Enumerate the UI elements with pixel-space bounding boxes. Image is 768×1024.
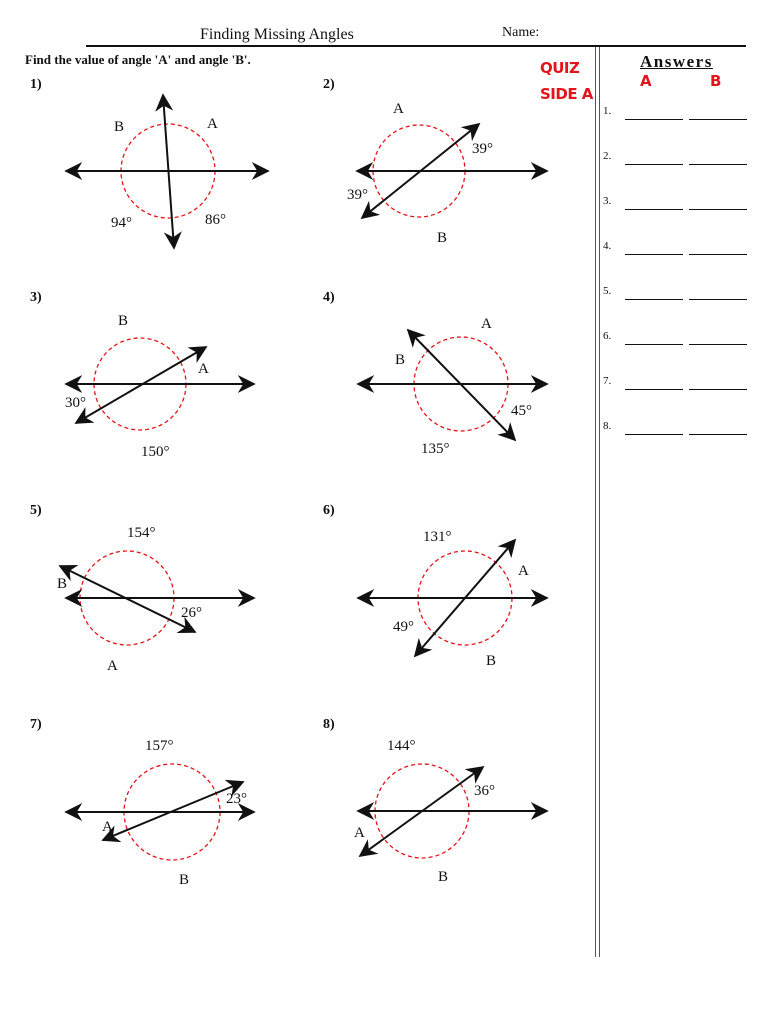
instructions: Find the value of angle 'A' and angle 'B'. <box>25 52 251 67</box>
answers-heading: Answers <box>640 52 713 71</box>
angle-label-a: A <box>393 101 404 117</box>
angle-label-a: A <box>207 116 218 132</box>
angle-label-a: A <box>102 819 113 835</box>
angle-label-b: B <box>179 872 190 888</box>
angle-label-given: 135° <box>421 441 450 457</box>
answer-row-number: 3. <box>603 195 612 207</box>
angle-label-b: B <box>486 653 497 669</box>
answer-col-b-label: B <box>710 72 722 90</box>
problem-number: 7) <box>30 717 42 732</box>
quiz-label: QUIZ <box>540 59 580 77</box>
angle-label-a: A <box>107 658 118 674</box>
angle-label-given: 30° <box>65 395 86 411</box>
answer-row-number: 8. <box>603 420 612 432</box>
problem-number: 1) <box>30 77 42 92</box>
answer-row-number: 4. <box>603 240 612 252</box>
angle-label-b: B <box>438 869 449 885</box>
angle-label-given: 86° <box>205 212 226 228</box>
answer-row-number: 2. <box>603 150 612 162</box>
angle-label-given: 154° <box>127 525 156 541</box>
side-label: SIDE A <box>540 85 593 103</box>
problem-number: 8) <box>323 717 335 732</box>
answer-col-a-label: A <box>640 72 652 90</box>
angle-label-given: 23° <box>226 791 247 807</box>
angle-label-given: 157° <box>145 738 174 754</box>
answer-row-number: 6. <box>603 330 612 342</box>
problem-number: 5) <box>30 503 42 518</box>
angle-label-given: 39° <box>347 187 368 203</box>
angle-label-given: 94° <box>111 215 132 231</box>
angle-label-b: B <box>57 576 68 592</box>
name-label: Name: <box>502 25 540 40</box>
angle-label-b: B <box>395 352 406 368</box>
angle-label-given: 39° <box>472 141 493 157</box>
angle-label-given: 45° <box>511 403 532 419</box>
angle-label-a: A <box>198 361 209 377</box>
angle-label-given: 150° <box>141 444 170 460</box>
problem-number: 6) <box>323 503 335 518</box>
angle-label-given: 49° <box>393 619 414 635</box>
angle-label-a: A <box>354 825 365 841</box>
angle-label-a: A <box>518 563 529 579</box>
angle-label-given: 144° <box>387 738 416 754</box>
angle-label-b: B <box>118 313 129 329</box>
angle-label-b: B <box>437 230 448 246</box>
answer-row-number: 7. <box>603 375 612 387</box>
problem-number: 4) <box>323 290 335 305</box>
angle-label-a: A <box>481 316 492 332</box>
angle-label-b: B <box>114 119 125 135</box>
angle-label-given: 36° <box>474 783 495 799</box>
angle-label-given: 26° <box>181 605 202 621</box>
problem-number: 2) <box>323 77 335 92</box>
problem-number: 3) <box>30 290 42 305</box>
angle-label-given: 131° <box>423 529 452 545</box>
answer-row-number: 5. <box>603 285 612 297</box>
answer-row-number: 1. <box>603 105 612 117</box>
worksheet-title: Finding Missing Angles <box>200 26 354 43</box>
